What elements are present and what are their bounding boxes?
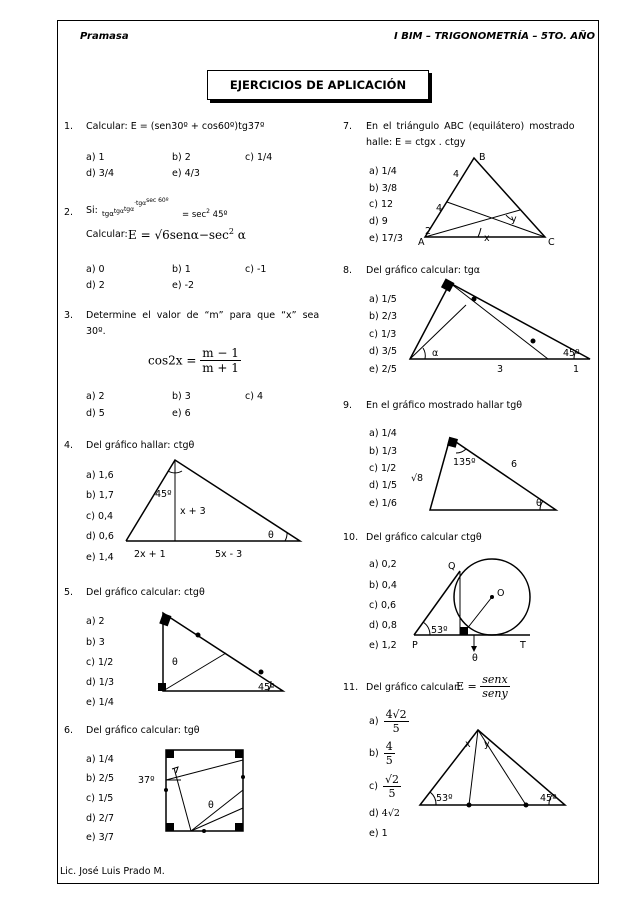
q3-option: a) 2 xyxy=(86,391,105,402)
q9-number: 9. xyxy=(343,400,353,411)
q11-option-e: e) 1 xyxy=(369,828,388,839)
q7-option: b) 3/8 xyxy=(369,183,398,194)
q4-side-label: x + 3 xyxy=(180,506,206,517)
q4-left-label: 2x + 1 xyxy=(134,549,166,560)
q3-option: c) 4 xyxy=(245,391,263,402)
q10-option: c) 0,6 xyxy=(369,600,397,611)
q10-point-t: T xyxy=(520,640,526,651)
q3-option: b) 3 xyxy=(172,391,191,402)
q6-angle-label: 37º xyxy=(138,775,155,786)
q9-theta-label: θ xyxy=(536,498,542,509)
q8-option: c) 1/3 xyxy=(369,329,397,340)
q2-si: Si: xyxy=(86,205,98,216)
q7-angle-y: y xyxy=(511,214,517,225)
q8-angle-label: 45º xyxy=(563,348,580,359)
q4-option: a) 1,6 xyxy=(86,470,114,481)
q6-theta-label: θ xyxy=(208,800,214,811)
q10-point-q: Q xyxy=(448,561,456,572)
q10-center-o: O xyxy=(497,588,505,599)
q7-option: e) 17/3 xyxy=(369,233,403,244)
q8-option: e) 2/5 xyxy=(369,364,397,375)
q11-number: 11. xyxy=(343,682,359,693)
q5-angle-label: 45º xyxy=(258,682,275,693)
q9-side-label: 6 xyxy=(511,459,518,470)
q9-option: b) 1/3 xyxy=(369,446,398,457)
q5-option: d) 1/3 xyxy=(86,677,115,688)
q7-number: 7. xyxy=(343,121,353,132)
q6-option: c) 1/5 xyxy=(86,793,114,804)
q3-option: e) 6 xyxy=(172,408,191,419)
q1-option: b) 2 xyxy=(172,152,191,163)
q2-option: c) -1 xyxy=(245,264,267,275)
q2-expression: tgαtgαtgα·tgαsec 60º xyxy=(102,197,169,218)
q9-option: c) 1/2 xyxy=(369,463,397,474)
q6-option: e) 3/7 xyxy=(86,832,114,843)
header-left: Pramasa xyxy=(80,31,129,42)
q10-option: b) 0,4 xyxy=(369,580,397,591)
q4-angle-label: 45º xyxy=(155,489,172,500)
q8-number: 8. xyxy=(343,265,353,276)
q11-option-b: b) $\frac{4}{5}$ xyxy=(369,740,393,767)
q11-angle-53: 53º xyxy=(436,793,453,804)
q2-number: 2. xyxy=(64,207,74,218)
q2-calc-label: Calcular: xyxy=(86,229,128,240)
q5-option: b) 3 xyxy=(86,637,105,648)
q4-option: e) 1,4 xyxy=(86,552,114,563)
q8-text: Del gráfico calcular: tgα xyxy=(366,265,480,276)
q5-option: c) 1/2 xyxy=(86,657,114,668)
q1-number: 1. xyxy=(64,121,74,132)
q11-option-a: a) $\frac{4√2}{5}$ xyxy=(369,708,407,735)
q10-option: d) 0,8 xyxy=(369,620,397,631)
q11-option-d: d) 4√2 xyxy=(369,808,400,819)
q7-text-line1: En el triángulo ABC (equilátero) mostrado xyxy=(366,121,575,132)
q6-option: a) 1/4 xyxy=(86,754,114,765)
q2-formula: $E = √6sen\alpha-\sec^2$ α xyxy=(128,227,246,242)
header-right: I BIM – TRIGONOMETRÍA – 5TO. AÑO xyxy=(394,31,595,42)
q11-angle-y: y xyxy=(484,739,490,750)
q7-side-2: 2 xyxy=(425,226,432,237)
q10-point-p: P xyxy=(412,640,418,651)
q6-number: 6. xyxy=(64,725,74,736)
q2-option: b) 1 xyxy=(172,264,191,275)
q3-text-line2: 30º. xyxy=(86,326,106,337)
q8-option: d) 3/5 xyxy=(369,346,398,357)
q9-root-label: √8 xyxy=(411,473,424,484)
q4-option: d) 0,6 xyxy=(86,531,114,542)
q3-text-line1: Determine el valor de “m” para que “x” sea xyxy=(86,310,320,321)
q9-angle-label: 135º xyxy=(453,457,476,468)
q7-text-line2: halle: E = ctgx . ctgy xyxy=(366,137,466,148)
q11-angle-x: x xyxy=(465,739,471,750)
q3-number: 3. xyxy=(64,310,74,321)
q9-option: d) 1/5 xyxy=(369,480,398,491)
q6-option: b) 2/5 xyxy=(86,773,115,784)
q10-option: e) 1,2 xyxy=(369,640,397,651)
q11-angle-45: 45º xyxy=(540,793,557,804)
q4-number: 4. xyxy=(64,440,74,451)
q2-option: a) 0 xyxy=(86,264,105,275)
q10-text: Del gráfico calcular ctgθ xyxy=(366,532,482,543)
q1-text: Calcular: E = (sen30º + cos60º)tg37º xyxy=(86,121,265,132)
q4-text: Del gráfico hallar: ctgθ xyxy=(86,440,195,451)
q1-option: d) 3/4 xyxy=(86,168,115,179)
q11-formula: E = $\frac{\text{senx}}{\text{seny}}$ xyxy=(456,673,508,700)
q4-right-label: 5x - 3 xyxy=(215,549,243,560)
q7-side-4a: 4 xyxy=(453,169,460,180)
q8-base-3: 3 xyxy=(497,364,504,375)
q8-base-1: 1 xyxy=(573,364,580,375)
q5-option: a) 2 xyxy=(86,616,105,627)
q1-option: a) 1 xyxy=(86,152,105,163)
q10-theta-label: θ xyxy=(472,653,478,664)
q10-number: 10. xyxy=(343,532,359,543)
q9-option: e) 1/6 xyxy=(369,498,397,509)
q7-option: a) 1/4 xyxy=(369,166,397,177)
q4-option: b) 1,7 xyxy=(86,490,114,501)
q5-option: e) 1/4 xyxy=(86,697,114,708)
q7-option: c) 12 xyxy=(369,199,394,210)
q5-theta-label: θ xyxy=(172,657,178,668)
q7-angle-x: x xyxy=(484,233,490,244)
q9-option: a) 1/4 xyxy=(369,428,397,439)
q10-option: a) 0,2 xyxy=(369,559,397,570)
q11-text: Del gráfico calcular: xyxy=(366,682,461,693)
q5-number: 5. xyxy=(64,587,74,598)
q7-vertex-c: C xyxy=(548,237,555,248)
page-title: EJERCICIOS DE APLICACIÓN xyxy=(207,70,429,100)
q2-rhs: = $\sec^2$ 45º xyxy=(182,208,228,220)
q7-vertex-b: B xyxy=(479,152,486,163)
q5-text: Del gráfico calcular: ctgθ xyxy=(86,587,205,598)
q1-option: c) 1/4 xyxy=(245,152,273,163)
q6-option: d) 2/7 xyxy=(86,813,115,824)
q8-option: a) 1/5 xyxy=(369,294,397,305)
q8-alpha-label: α xyxy=(432,348,439,359)
q8-option: b) 2/3 xyxy=(369,311,398,322)
q7-vertex-a: A xyxy=(418,237,425,248)
q4-theta-label: θ xyxy=(268,530,274,541)
q2-option: e) -2 xyxy=(172,280,195,291)
q1-option: e) 4/3 xyxy=(172,168,200,179)
q9-text: En el gráfico mostrado hallar tgθ xyxy=(366,400,523,411)
q3-formula: cos2x = $\frac{m - 1}{m + 1}$ xyxy=(148,346,239,375)
q2-option: d) 2 xyxy=(86,280,105,291)
q11-option-c: c) $\frac{√2}{5}$ xyxy=(369,773,399,800)
q6-text: Del gráfico calcular: tgθ xyxy=(86,725,200,736)
q4-option: c) 0,4 xyxy=(86,511,114,522)
q7-option: d) 9 xyxy=(369,216,388,227)
q10-angle-label: 53º xyxy=(431,625,448,636)
footer-author: Lic. José Luis Prado M. xyxy=(60,866,165,877)
q3-option: d) 5 xyxy=(86,408,105,419)
q7-side-4b: 4 xyxy=(436,203,443,214)
